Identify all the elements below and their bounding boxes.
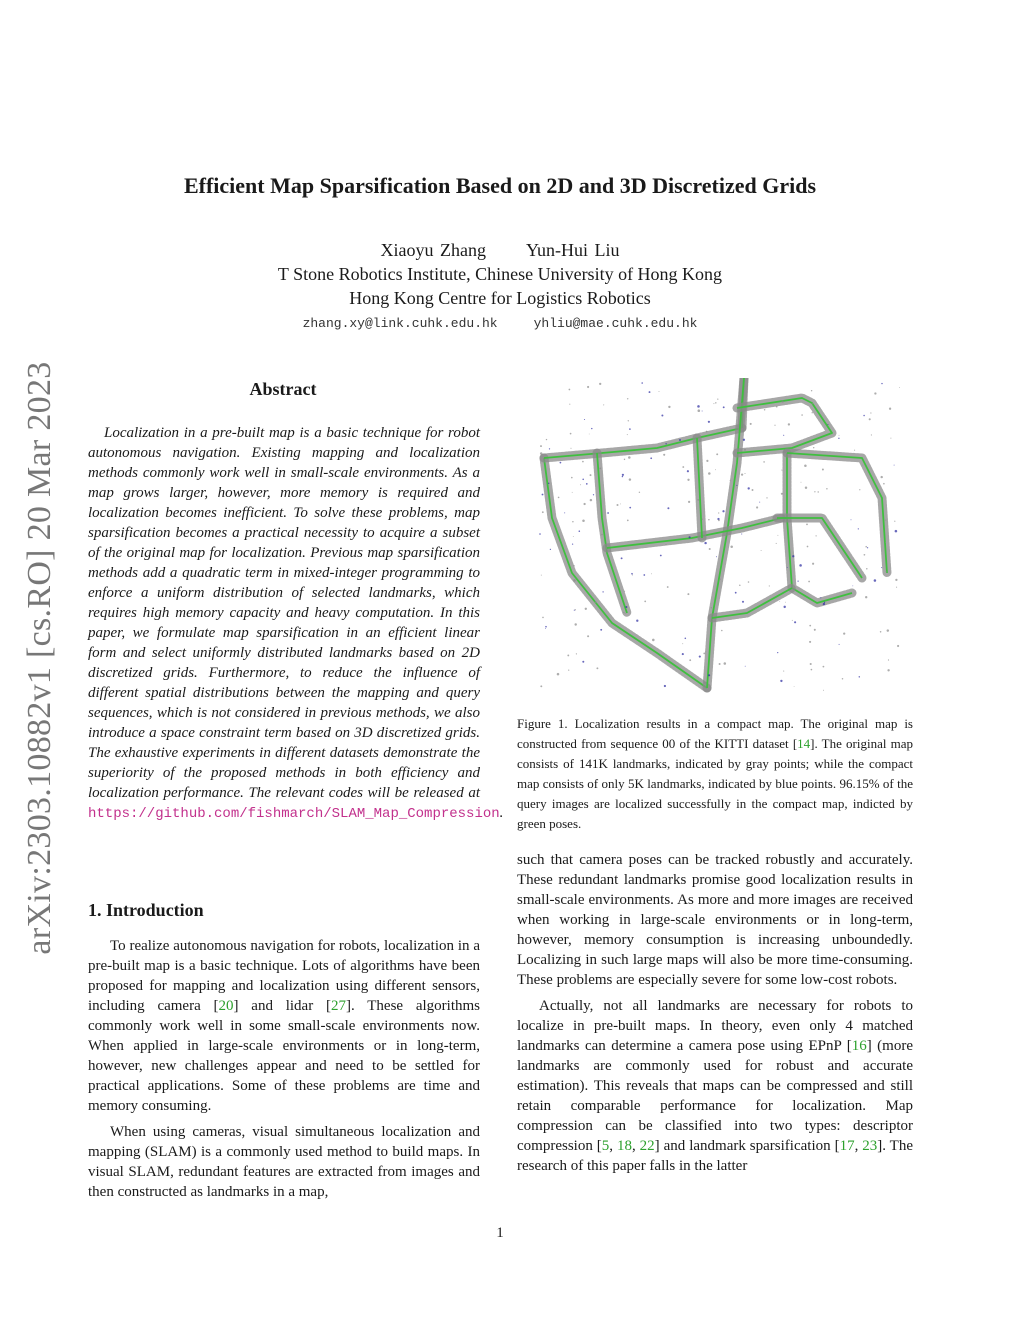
- map-landmark-point: [629, 507, 631, 509]
- map-landmark-point: [804, 464, 807, 467]
- map-landmark-point: [571, 477, 573, 479]
- map-landmark-point: [704, 542, 706, 544]
- map-landmark-point: [689, 536, 691, 538]
- map-landmark-point: [579, 530, 581, 532]
- map-landmark-point: [843, 632, 845, 634]
- map-landmark-point: [838, 438, 839, 439]
- map-landmark-point: [590, 474, 592, 476]
- map-landmark-point: [607, 512, 609, 514]
- map-landmark-point: [573, 565, 574, 566]
- map-landmark-point: [788, 423, 790, 425]
- map-landmark-point: [558, 497, 560, 499]
- map-landmark-point: [628, 420, 629, 421]
- map-landmark-point: [781, 493, 783, 495]
- map-landmark-point: [735, 592, 737, 594]
- map-landmark-point: [859, 489, 860, 490]
- map-landmark-point: [809, 625, 811, 627]
- map-landmark-point: [679, 439, 681, 441]
- map-landmark-point: [801, 482, 802, 483]
- map-landmark-point: [708, 519, 709, 520]
- map-landmark-point: [705, 651, 706, 652]
- map-landmark-point: [785, 602, 786, 603]
- paper-title: Efficient Map Sparsification Based on 2D and 3D Discretized Grids: [183, 173, 817, 198]
- map-landmark-point: [783, 606, 785, 608]
- map-landmark-point: [741, 473, 743, 475]
- section-heading: 1. Introduction: [88, 900, 204, 920]
- map-landmark-point: [624, 591, 625, 592]
- map-landmark-point: [794, 621, 796, 623]
- map-landmark-point: [720, 579, 721, 580]
- map-landmark-point: [859, 676, 860, 677]
- map-landmark-point: [599, 383, 601, 385]
- paragraph: To realize autonomous navigation for robots, localization in a pre-built map is a basic technique. Lots of algorithms have been proposed for mapping and localization using different sensors, including camera [20] and lidar [27]. These algorithms commonly work well in some small-scale environments now. When applied in large-scale environments or in long-term, however, new challenges appear and need to be settled for practical applications. Some of these problems are time and memory consuming.: [88, 938, 481, 1114]
- map-landmark-point: [567, 654, 569, 656]
- map-landmark-point: [886, 571, 887, 572]
- map-landmark-point: [763, 461, 765, 463]
- map-landmark-point: [890, 438, 891, 439]
- map-landmark-point: [585, 608, 587, 610]
- map-landmark-point: [583, 503, 585, 505]
- map-landmark-point: [742, 601, 744, 603]
- affiliation: Hong Kong Centre for Logistics Robotics: [349, 288, 651, 308]
- map-landmark-point: [881, 476, 883, 478]
- citation-link[interactable]: 20: [218, 998, 234, 1014]
- map-landmark-point: [708, 421, 710, 423]
- map-landmark-point: [665, 544, 666, 545]
- map-landmark-point: [883, 483, 885, 485]
- map-landmark-point: [739, 584, 741, 586]
- map-landmark-point: [643, 574, 645, 576]
- map-landmark-point: [599, 468, 601, 470]
- map-landmark-point: [639, 492, 640, 493]
- map-landmark-point: [550, 549, 551, 550]
- map-landmark-point: [812, 403, 814, 405]
- map-landmark-point: [602, 591, 603, 592]
- abstract-end: .: [499, 805, 504, 821]
- citation-link[interactable]: 14: [797, 736, 811, 751]
- citation-link[interactable]: 17: [839, 1138, 855, 1154]
- map-landmark-point: [736, 485, 737, 486]
- map-landmark-point: [706, 460, 708, 462]
- map-landmark-point: [781, 400, 783, 402]
- map-landmark-point: [629, 428, 631, 430]
- map-landmark-point: [817, 491, 818, 492]
- map-landmark-point: [625, 613, 626, 614]
- left-column-body: [88, 936, 480, 1202]
- arxiv-identifier: arXiv:2303.10882v1 [cs.RO] 20 Mar 2023: [21, 361, 58, 955]
- right-column-body: [517, 850, 913, 1176]
- map-landmark-point: [587, 635, 589, 637]
- map-landmark-point: [697, 499, 699, 501]
- map-landmark-point: [814, 629, 816, 631]
- map-landmark-point: [881, 383, 882, 384]
- map-landmark-point: [839, 644, 840, 645]
- map-landmark-point: [723, 406, 725, 408]
- map-landmark-point: [539, 533, 541, 535]
- map-landmark-point: [663, 454, 665, 456]
- map-landmark-point: [590, 499, 592, 501]
- map-landmark-point: [632, 574, 633, 575]
- map-landmark-point: [665, 443, 666, 444]
- map-landmark-point: [659, 391, 660, 392]
- map-landmark-point: [826, 488, 828, 490]
- map-landmark-point: [759, 502, 760, 503]
- map-landmark-point: [721, 630, 723, 632]
- abstract-body: [88, 423, 504, 824]
- map-landmark-point: [744, 449, 746, 451]
- map-landmark-point: [810, 663, 812, 665]
- map-landmark-point: [781, 470, 782, 471]
- map-road-landmarks: [787, 453, 852, 603]
- map-landmark-point: [887, 669, 889, 671]
- map-landmark-point: [715, 402, 716, 403]
- map-landmark-point: [622, 476, 624, 478]
- map-landmark-point: [864, 554, 866, 556]
- map-landmark-point: [540, 685, 542, 687]
- map-landmark-point: [896, 587, 897, 588]
- map-landmark-point: [560, 462, 562, 464]
- map-landmark-point: [748, 487, 750, 489]
- map-landmark-point: [719, 663, 721, 665]
- map-landmark-point: [863, 415, 865, 417]
- map-landmark-point: [852, 585, 853, 586]
- map-landmark-point: [697, 405, 700, 408]
- map-landmark-point: [586, 483, 588, 485]
- map-landmark-point: [881, 567, 882, 568]
- map-landmark-point: [548, 483, 549, 484]
- map-landmark-point: [636, 620, 638, 622]
- map-query-poses: [787, 453, 852, 603]
- map-landmark-point: [664, 685, 666, 687]
- map-landmark-point: [783, 671, 784, 672]
- map-landmark-point: [688, 501, 690, 503]
- map-landmark-point: [814, 491, 815, 492]
- map-landmark-point: [812, 563, 814, 565]
- map-landmark-point: [777, 535, 778, 536]
- map-landmark-point: [722, 510, 724, 512]
- map-road-landmarks: [712, 588, 792, 618]
- abstract-text: Localization in a pre-built map is a basic technique for robot autonomous navigation. Existing mapping and localization methods commonly work well in small-scale environments. As a map grows larger, however, more memory is required and localization becomes inefficient. To solve these problems, map sparsification becomes a practical necessity to acquire a subset of the original map for localization. Previous map sparsification methods add a quadratic term in mixed-integer programming to enforce a uniform distribution of selected landmarks, which requires high memory capacity and heavy computation. In this paper, we formulate map sparsification in an efficient linear form and select uniformly distributed landmarks based on 2D discretized grids. Furthermore, to reduce the influence of different spatial distributions between the mapping and query sequences, which is not considered in previous methods, we also introduce a space constraint term based on 3D discretized grids. The exhaustive experiments in different datasets demonstrate the superiority of the proposed methods in both efficiency and localization performance. The relevant codes will be released at: [88, 425, 480, 801]
- map-landmark-point: [824, 602, 825, 603]
- map-landmark-point: [627, 398, 628, 399]
- map-landmark-point: [820, 597, 821, 598]
- map-landmark-point: [823, 603, 825, 605]
- map-landmark-point: [549, 448, 550, 449]
- map-landmark-point: [885, 520, 886, 521]
- map-landmark-point: [713, 403, 714, 404]
- map-landmark-point: [799, 564, 802, 567]
- citation-link[interactable]: 5: [601, 1138, 610, 1154]
- map-landmark-point: [600, 629, 602, 631]
- map-landmark-point: [716, 556, 717, 557]
- map-landmark-point: [776, 543, 777, 544]
- map-landmark-point: [899, 387, 900, 388]
- abstract-heading: Abstract: [249, 379, 317, 399]
- map-landmark-point: [811, 669, 813, 671]
- map-landmark-point: [540, 445, 542, 447]
- map-landmark-point: [708, 472, 711, 475]
- map-landmark-point: [766, 497, 767, 498]
- map-landmark-point: [888, 659, 889, 660]
- author-emails: [0, 316, 1000, 331]
- citation-link[interactable]: 22: [639, 1138, 655, 1154]
- map-landmark-point: [625, 606, 627, 608]
- map-landmark-point: [631, 573, 633, 575]
- map-landmark-point: [687, 470, 689, 472]
- map-landmark-point: [627, 434, 628, 435]
- map-landmark-point: [730, 480, 731, 481]
- map-landmark-point: [557, 673, 560, 676]
- map-landmark-point: [572, 492, 573, 493]
- map-landmark-point: [866, 568, 868, 570]
- map-landmark-point: [644, 601, 646, 603]
- map-landmark-point: [744, 473, 745, 474]
- map-landmark-point: [874, 579, 877, 582]
- map-landmark-point: [752, 489, 754, 491]
- map-landmark-point: [717, 398, 718, 399]
- map-landmark-point: [869, 418, 871, 420]
- map-landmark-point: [584, 419, 585, 420]
- map-landmark-point: [545, 626, 547, 628]
- map-landmark-point: [730, 545, 733, 548]
- map-landmark-point: [780, 680, 782, 682]
- map-landmark-point: [854, 450, 855, 451]
- map-landmark-point: [689, 659, 691, 661]
- map-landmark-point: [545, 628, 546, 629]
- map-road-landmarks: [544, 428, 742, 458]
- map-landmark-point: [761, 550, 762, 551]
- map-landmark-point: [745, 666, 746, 667]
- map-landmark-point: [621, 557, 623, 559]
- map-landmark-point: [865, 596, 867, 598]
- map-landmark-point: [641, 382, 643, 384]
- map-landmark-point: [649, 391, 651, 393]
- map-landmark-point: [593, 494, 594, 495]
- map-landmark-point: [699, 656, 701, 658]
- map-landmark-point: [783, 435, 784, 436]
- map-landmark-point: [661, 414, 663, 416]
- map-landmark-point: [601, 534, 603, 536]
- map-landmark-point: [779, 601, 780, 602]
- map-landmark-point: [797, 580, 798, 581]
- map-landmark-point: [651, 573, 652, 574]
- map-landmark-point: [706, 431, 708, 433]
- citation-link[interactable]: 27: [331, 998, 346, 1014]
- map-landmark-point: [667, 586, 669, 588]
- map-landmark-point: [787, 567, 788, 568]
- map-landmark-point: [573, 579, 576, 582]
- map-landmark-point: [698, 409, 701, 412]
- map-landmark-point: [776, 406, 778, 408]
- map-landmark-point: [570, 433, 572, 435]
- map-landmark-point: [652, 639, 655, 642]
- localization-map-figure: [532, 378, 908, 700]
- map-landmark-point: [704, 682, 706, 684]
- map-landmark-point: [709, 548, 711, 550]
- map-landmark-point: [718, 520, 720, 522]
- map-landmark-point: [756, 506, 758, 508]
- map-landmark-point: [827, 424, 828, 425]
- map-landmark-point: [682, 643, 683, 644]
- map-landmark-point: [715, 469, 716, 470]
- map-landmark-point: [542, 511, 544, 513]
- map-landmark-point: [806, 524, 808, 526]
- map-landmark-point: [815, 535, 816, 536]
- paragraph: such that camera poses can be tracked robustly and accurately. These redundant landmarks promise good localization results in small-scale environments. As more and more images are received when working in large-scale environments or in long-term, however, memory consumption is increasing unboundedly. Localizing in such large maps will also be more time-consuming. These problems are especially severe for some low-cost robots.: [517, 852, 913, 988]
- map-landmark-point: [865, 546, 867, 548]
- map-landmark-point: [572, 543, 573, 544]
- paragraph: Actually, not all landmarks are necessary for robots to localize in pre-built maps. In theory, even only 4 matched landmarks can determine a camera pose using EPnP [16] (more landmarks are commonly used for robust and accurate estimation). This reveals that maps can be compressed and still retain comparable performance for localization. Map compression can be classified into two types: descriptor compression [5, 18, 22] and landmark sparsification [17, 23]. The research of this paper falls in the latter: [517, 998, 914, 1174]
- map-landmark-point: [624, 459, 625, 460]
- map-landmark-point: [871, 434, 872, 435]
- map-landmark-point: [576, 653, 577, 654]
- map-landmark-point: [540, 452, 543, 455]
- map-landmark-point: [620, 503, 621, 504]
- map-landmark-point: [750, 423, 752, 425]
- map-landmark-point: [627, 520, 629, 522]
- map-landmark-point: [702, 411, 703, 412]
- map-landmark-point: [718, 512, 719, 513]
- map-landmark-point: [711, 607, 712, 608]
- map-landmark-point: [769, 585, 770, 586]
- map-landmark-point: [839, 435, 840, 436]
- map-landmark-point: [595, 601, 597, 603]
- map-landmark-point: [682, 653, 684, 655]
- map-landmark-point: [880, 631, 882, 633]
- map-landmark-point: [603, 404, 604, 405]
- map-landmark-point: [812, 412, 813, 413]
- citation-link[interactable]: 16: [851, 1038, 867, 1054]
- map-landmark-point: [703, 652, 705, 654]
- map-landmark-point: [794, 686, 795, 687]
- map-landmark-point: [668, 406, 670, 408]
- map-landmark-point: [667, 507, 669, 509]
- map-landmark-point: [894, 465, 895, 466]
- map-landmark-point: [724, 662, 727, 665]
- map-landmark-point: [822, 469, 824, 471]
- map-landmark-point: [569, 389, 571, 391]
- map-landmark-point: [596, 667, 598, 669]
- map-landmark-point: [708, 674, 710, 676]
- map-landmark-point: [874, 392, 876, 394]
- map-landmark-point: [851, 519, 852, 520]
- map-landmark-point: [895, 579, 897, 581]
- author-name: Yun-Hui Liu: [525, 240, 620, 260]
- map-landmark-point: [741, 533, 742, 534]
- map-landmark-point: [743, 439, 745, 441]
- figure-caption: Figure 1. Localization results in a compact map. The original map is constructed from sequence 00 of the KITTI dataset [14]. The original map consists of 141K landmarks, indicated by gray points; while the compact map consists of only 5K landmarks, indicated by blue points. 96.15% of the query images are localized successfully in the compact map, indicted by green poses.: [517, 716, 913, 831]
- affiliation: T Stone Robotics Institute, Chinese University of Hong Kong: [277, 264, 723, 284]
- map-landmark-point: [660, 555, 662, 557]
- map-landmark-point: [870, 412, 871, 413]
- map-landmark-point: [580, 484, 581, 485]
- map-road-landmarks: [607, 518, 782, 548]
- map-landmark-point: [570, 448, 571, 449]
- map-landmark-point: [541, 575, 542, 576]
- email[interactable]: zhang.xy@link.cuhk.edu.hk: [302, 316, 498, 331]
- citation-link[interactable]: 18: [616, 1138, 632, 1154]
- author-name: Xiaoyu Zhang: [380, 240, 486, 260]
- map-landmark-point: [862, 465, 863, 466]
- map-landmark-point: [616, 504, 618, 506]
- map-landmark-point: [569, 404, 570, 405]
- map-landmark-point: [895, 530, 898, 533]
- map-landmark-point: [628, 456, 631, 459]
- map-landmark-point: [572, 521, 573, 522]
- map-landmark-point: [823, 666, 825, 668]
- map-landmark-point: [805, 486, 807, 488]
- map-landmark-point: [887, 629, 889, 631]
- map-landmark-point: [582, 479, 584, 481]
- citation-link[interactable]: 23: [862, 1138, 878, 1154]
- map-landmark-point: [687, 479, 689, 481]
- map-landmark-point: [858, 528, 859, 529]
- map-landmark-point: [813, 447, 814, 448]
- map-landmark-point: [623, 612, 624, 613]
- map-landmark-point: [792, 620, 793, 621]
- map-landmark-point: [716, 453, 718, 455]
- map-landmark-point: [542, 494, 544, 496]
- map-landmark-point: [867, 547, 868, 548]
- map-landmark-point: [764, 409, 766, 411]
- authors: [0, 240, 1000, 261]
- map-landmark-point: [774, 425, 775, 426]
- map-landmark-point: [582, 461, 584, 463]
- map-landmark-point: [622, 474, 624, 476]
- map-landmark-point: [542, 617, 544, 619]
- map-landmark-point: [807, 546, 809, 548]
- map-landmark-point: [573, 536, 574, 537]
- code-link[interactable]: https://github.com/fishmarch/SLAM_Map_Compression: [88, 806, 500, 822]
- map-landmark-point: [582, 519, 585, 522]
- map-landmark-point: [748, 581, 750, 583]
- map-landmark-point: [568, 669, 569, 670]
- map-landmark-point: [842, 678, 844, 680]
- map-landmark-point: [809, 641, 811, 643]
- map-landmark-point: [589, 434, 590, 435]
- map-landmark-point: [889, 408, 891, 410]
- map-landmark-point: [808, 581, 810, 583]
- map-road-landmarks: [787, 453, 887, 573]
- map-landmark-point: [801, 414, 803, 416]
- map-landmark-point: [811, 390, 812, 391]
- map-landmark-point: [587, 386, 589, 388]
- map-landmark-point: [682, 466, 684, 468]
- map-landmark-point: [650, 457, 652, 459]
- map-landmark-point: [897, 645, 899, 647]
- map-landmark-point: [591, 428, 592, 429]
- page-number: 1: [496, 1225, 504, 1241]
- email[interactable]: yhliu@mae.cuhk.edu.hk: [533, 316, 698, 331]
- map-landmark-point: [574, 623, 576, 625]
- map-landmark-point: [564, 512, 565, 513]
- map-landmark-point: [823, 690, 824, 691]
- map-landmark-point: [687, 593, 689, 595]
- map-landmark-point: [894, 521, 895, 522]
- map-landmark-point: [792, 555, 794, 557]
- map-landmark-point: [575, 609, 576, 610]
- map-landmark-point: [885, 542, 886, 543]
- map-landmark-point: [582, 661, 584, 663]
- map-landmark-point: [777, 652, 778, 653]
- map-landmark-point: [629, 478, 631, 480]
- map-landmark-point: [702, 519, 703, 520]
- map-landmark-point: [546, 439, 547, 440]
- map-landmark-point: [685, 638, 687, 640]
- paragraph: When using cameras, visual simultaneous localization and mapping (SLAM) is a commonly used method to build maps. In visual SLAM, redundant features are extracted from images and then constructed as landmarks in a map,: [88, 1124, 480, 1200]
